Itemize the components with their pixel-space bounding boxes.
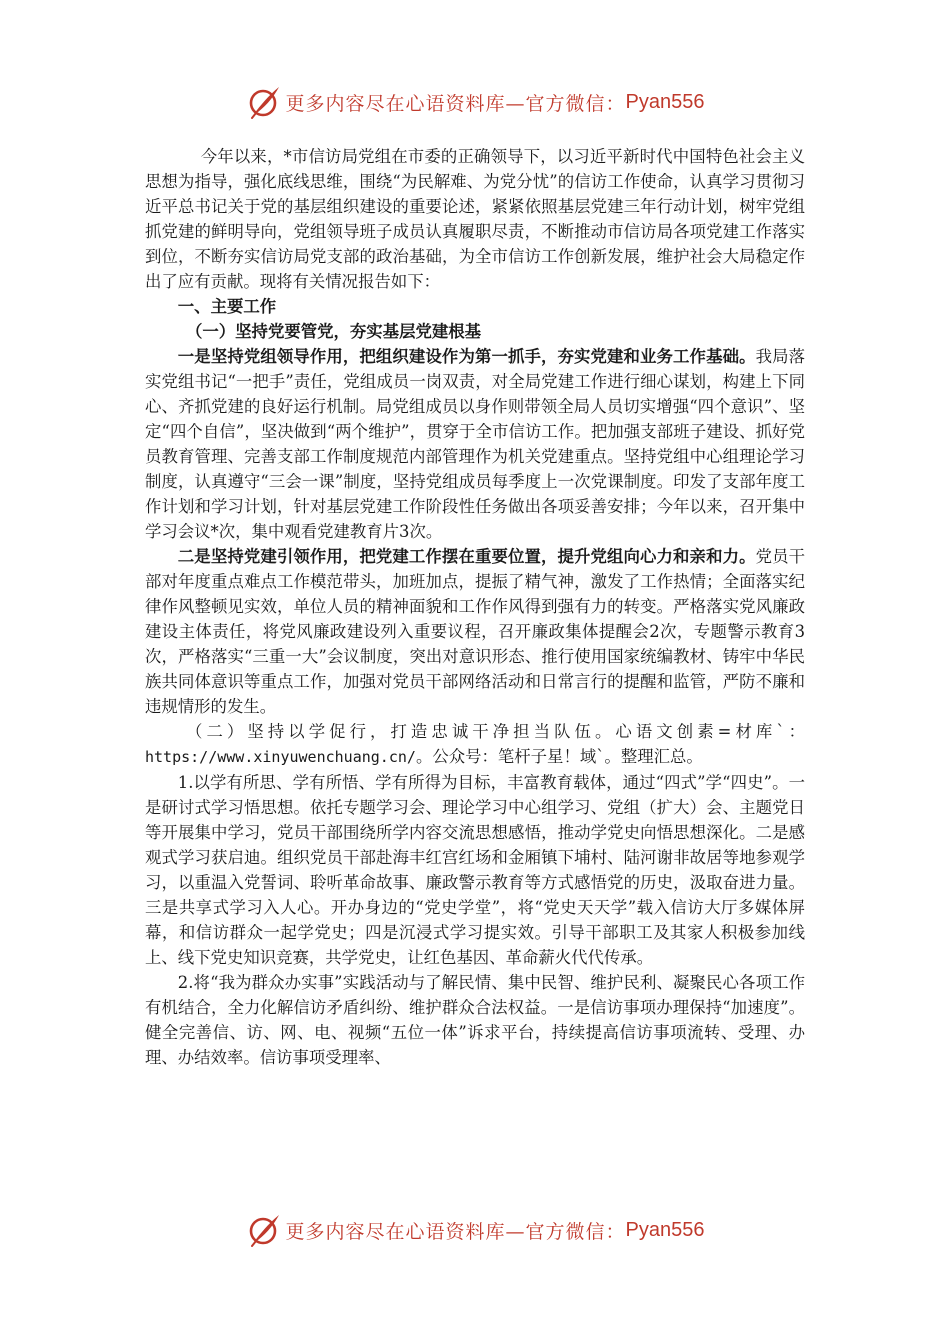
paragraph-1-lead: 一是坚持党组领导作用，把组织建设作为第一抓手，夯实党建和业务工作基础。 (177, 347, 756, 366)
paragraph-3: 1.以学有所思、学有所悟、学有所得为目标，丰富教育载体，通过“四式”学“四史”。一是研讨式学习悟思想。依托专题学习会、理论学习中心组学习、党组（扩大）会、主题党日等开展集中学习，党员干部围绕所学内容交流思想感悟，推动学党史向悟思想深化。二是感观式学习获启迪。组织党员干部赴海丰红宫红场和金厢镇下埔村、陆河谢非故居等地参观学习，以重温入党誓词、聆听革命故事、廉政警示教育等方式感悟党的历史，汲取奋进力量。三是共享式学习入人心。开办身边的“党史学堂”，将“党史天天学”载入信访大厅多媒体屏幕，和信访群众一起学党史；四是沉浸式学习提实效。引导干部职工及其家人积极参加线上、线下党史知识竞赛，共学党史，让红色基因、革命薪火代代传承。 (145, 773, 805, 967)
paragraph-2-lead: 二是坚持党建引领作用，把党建工作摆在重要位置，提升党组向心力和亲和力。 (177, 547, 756, 566)
subsection-2-url: https://www.xinyuwenchuang.cn/ (145, 748, 416, 766)
quill-pen-logo-icon (246, 1212, 282, 1248)
banner-text: 更多内容尽在心语资料库—官方微信： (285, 1220, 626, 1243)
banner-wechat-id: Pyan556 (625, 1218, 705, 1241)
subsection-heading-2 (145, 719, 805, 770)
subsection-heading-1: （一）坚持党要管党，夯实基层党建根基 (186, 322, 482, 341)
intro-paragraph: 今年以来，*市信访局党组在市委的正确领导下，以习近平新时代中国特色社会主义思想为指导，强化底线思维，围绕“为民解难、为党分忧”的信访工作使命，认真学习贯彻习近平总书记关于党的基层组织建设的重要论述，紧紧依照基层党建三年行动计划，树牢党组抓党建的鲜明导向，党组领导班子成员认真履职尽责，不断推动市信访局各项党建工作落实到位，不断夯实信访局党支部的政治基础，为全市信访工作创新发展，维护社会大局稳定作出了应有贡献。现将有关情况报告如下： (145, 147, 805, 291)
paragraph-4: 2.将“我为群众办实事”实践活动与了解民情、集中民智、维护民利、凝聚民心各项工作有机结合，全力化解信访矛盾纠纷、维护群众合法权益。一是信访事项办理保持“加速度”。健全完善信、访、网、电、视频“五位一体”诉求平台，持续提高信访事项流转、受理、办理、办结效率。信访事项受理率、 (145, 973, 805, 1067)
document-body (145, 144, 805, 1070)
subsection-2-tail: 。公众号：笔杆子星！域`。整理汇总。 (415, 747, 703, 766)
banner-text: 更多内容尽在心语资料库—官方微信： (285, 92, 626, 115)
footer-watermark-banner (0, 1210, 950, 1250)
paragraph-1-text: 我局落实党组书记“一把手”责任，党组成员一岗双责，对全局党建工作进行细心谋划，构建上下同心、齐抓党建的良好运行机制。局党组成员以身作则带领全局人员切实增强“四个意识”、坚定“四个自信”，坚决做到“两个维护”，贯穿于全市信访工作。把加强支部班子建设、抓好党员教育管理、完善支部工作制度规范内部管理作为机关党建重点。坚持党组中心组理论学习制度，认真遵守“三会一课”制度，坚持党组成员每季度上一次党课制度。印发了支部年度工作计划和学习计划，针对基层党建工作阶段性任务做出各项妥善安排；今年以来，召开集中学习会议*次，集中观看党建教育片3次。 (145, 347, 806, 541)
quill-pen-logo-icon (246, 84, 282, 120)
paragraph-2-text: 党员干部对年度重点难点工作模范带头，加班加点，提振了精气神，激发了工作热情；全面落实纪律作风整顿见实效，单位人员的精神面貌和工作作风得到强有力的转变。严格落实党风廉政建设主体责任，将党风廉政建设列入重要议程，召开廉政集体提醒会2次，专题警示教育3次，严格落实“三重一大”会议制度，突出对意识形态、推行使用国家统编教材、铸牢中华民族共同体意识等重点工作，加强对党员干部网络活动和日常言行的提醒和监管，严防不廉和违规情形的发生。 (145, 547, 806, 716)
paragraph-1 (145, 344, 805, 544)
paragraph-2 (145, 544, 805, 719)
header-watermark-banner (0, 82, 950, 122)
subsection-2-title: （二）坚持以学促行，打造忠诚干净担当队伍。心语文创素=材库`： (186, 722, 805, 741)
section-heading-main-work: 一、主要工作 (177, 297, 277, 316)
banner-wechat-id: Pyan556 (625, 90, 705, 113)
